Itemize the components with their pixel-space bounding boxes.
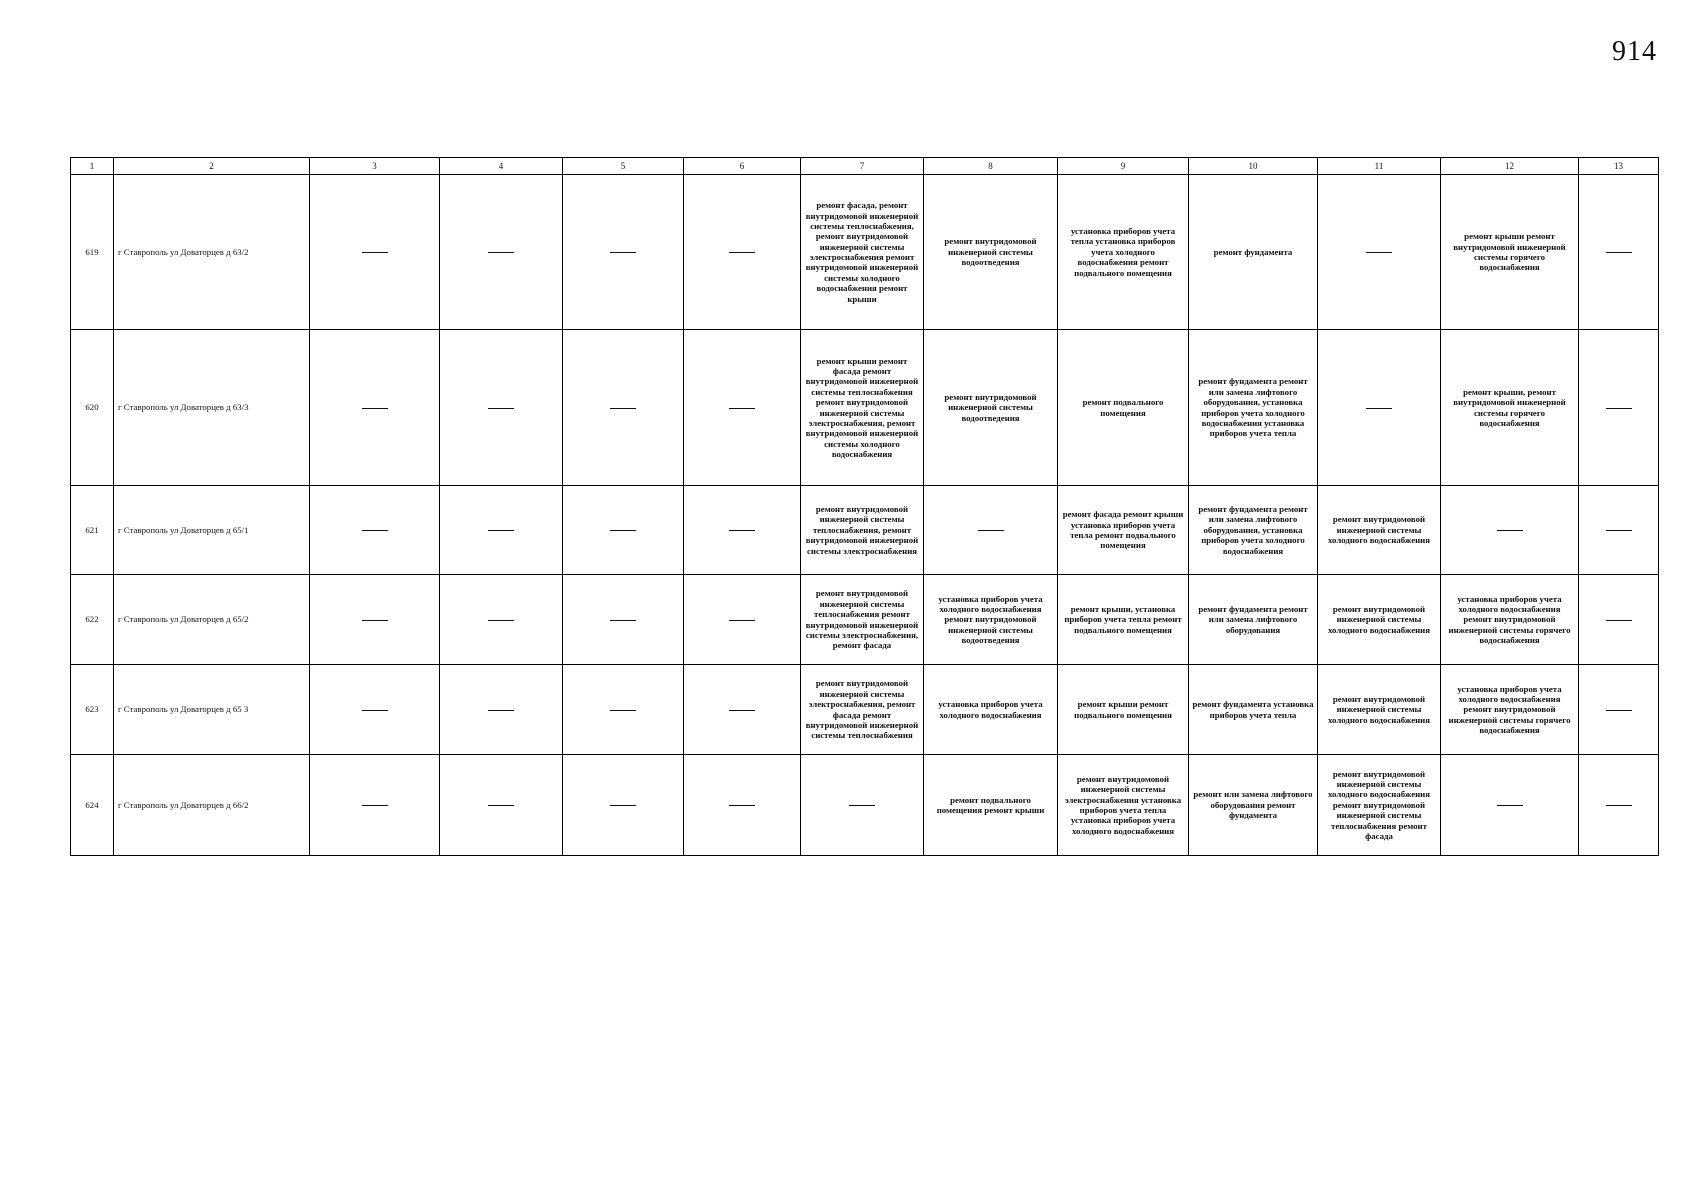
work-cell-c12: установка приборов учета холодного водоснабжения ремонт внутридомовой инженерной системы горячего водоснабжения [1441, 665, 1579, 755]
work-cell-c6 [684, 330, 801, 486]
work-cell-c3 [310, 755, 440, 856]
empty-dash [362, 252, 388, 253]
row-number-cell: 620 [71, 330, 114, 486]
repair-schedule-table [70, 157, 1659, 856]
work-cell-c9: установка приборов учета тепла установка приборов учета холодного водоснабжения ремонт подвального помещения [1058, 175, 1189, 330]
page-number: 914 [1612, 36, 1657, 67]
empty-dash [488, 252, 514, 253]
work-cell-c11: ремонт внутридомовой инженерной системы холодного водоснабжения [1318, 575, 1441, 665]
column-header: 3 [310, 158, 440, 175]
empty-dash [729, 805, 755, 806]
column-header: 13 [1579, 158, 1659, 175]
work-cell-c4 [440, 755, 563, 856]
work-cell-c9: ремонт подвального помещения [1058, 330, 1189, 486]
empty-dash [1366, 252, 1392, 253]
work-cell-c13 [1579, 755, 1659, 856]
work-cell-c13 [1579, 330, 1659, 486]
empty-dash [1606, 805, 1632, 806]
address-cell: г Ставрополь ул Доваторцев д 66/2 [114, 755, 310, 856]
empty-dash [729, 252, 755, 253]
empty-dash [362, 530, 388, 531]
work-cell-c3 [310, 486, 440, 575]
column-header: 1 [71, 158, 114, 175]
table-row [71, 486, 1659, 575]
row-number-cell: 624 [71, 755, 114, 856]
column-header: 2 [114, 158, 310, 175]
empty-dash [1606, 530, 1632, 531]
work-cell-c3 [310, 575, 440, 665]
column-header: 4 [440, 158, 563, 175]
work-cell-c13 [1579, 575, 1659, 665]
empty-dash [488, 530, 514, 531]
empty-dash [1497, 530, 1523, 531]
work-cell-c8 [924, 486, 1058, 575]
empty-dash [488, 805, 514, 806]
work-cell-c7: ремонт крыши ремонт фасада ремонт внутридомовой инженерной системы теплоснабжения ремонт внутридомовой инженерной системы электроснабжения, ремонт внутридомовой инженерной системы холодного водоснабжения [801, 330, 924, 486]
empty-dash [488, 408, 514, 409]
work-cell-c13 [1579, 486, 1659, 575]
work-cell-c10: ремонт фундамента установка приборов учета тепла [1189, 665, 1318, 755]
work-cell-c12 [1441, 486, 1579, 575]
work-cell-c12: ремонт крыши, ремонт внутридомовой инженерной системы горячего водоснабжения [1441, 330, 1579, 486]
work-cell-c5 [563, 665, 684, 755]
empty-dash [610, 408, 636, 409]
work-cell-c12: установка приборов учета холодного водоснабжения ремонт внутридомовой инженерной системы горячего водоснабжения [1441, 575, 1579, 665]
work-cell-c8: ремонт внутридомовой инженерной системы водоотведения [924, 330, 1058, 486]
work-cell-c5 [563, 486, 684, 575]
work-cell-c8: установка приборов учета холодного водоснабжения ремонт внутридомовой инженерной системы водоотведения [924, 575, 1058, 665]
work-cell-c3 [310, 665, 440, 755]
work-cell-c6 [684, 755, 801, 856]
work-cell-c8: ремонт подвального помещения ремонт крыши [924, 755, 1058, 856]
table-row [71, 575, 1659, 665]
work-cell-c11 [1318, 175, 1441, 330]
column-header: 6 [684, 158, 801, 175]
column-header: 7 [801, 158, 924, 175]
work-cell-c6 [684, 175, 801, 330]
work-cell-c5 [563, 755, 684, 856]
column-number-row [71, 158, 1659, 175]
table-body [71, 175, 1659, 856]
empty-dash [488, 710, 514, 711]
empty-dash [1606, 252, 1632, 253]
empty-dash [610, 710, 636, 711]
work-cell-c11: ремонт внутридомовой инженерной системы холодного водоснабжения ремонт внутридомовой инженерной системы теплоснабжения ремонт фасада [1318, 755, 1441, 856]
column-header: 11 [1318, 158, 1441, 175]
empty-dash [1606, 710, 1632, 711]
work-cell-c10: ремонт или замена лифтового оборудования ремонт фундамента [1189, 755, 1318, 856]
work-cell-c3 [310, 330, 440, 486]
column-header: 12 [1441, 158, 1579, 175]
work-cell-c3 [310, 175, 440, 330]
column-header: 5 [563, 158, 684, 175]
work-cell-c13 [1579, 665, 1659, 755]
work-cell-c6 [684, 665, 801, 755]
empty-dash [362, 620, 388, 621]
work-cell-c6 [684, 486, 801, 575]
work-cell-c7: ремонт внутридомовой инженерной системы теплоснабжения, ремонт внутридомовой инженерной системы электроснабжения [801, 486, 924, 575]
empty-dash [362, 805, 388, 806]
column-header: 8 [924, 158, 1058, 175]
work-cell-c4 [440, 486, 563, 575]
work-cell-c4 [440, 575, 563, 665]
work-cell-c9: ремонт фасада ремонт крыши установка приборов учета тепла ремонт подвального помещения [1058, 486, 1189, 575]
work-cell-c12 [1441, 755, 1579, 856]
empty-dash [610, 252, 636, 253]
empty-dash [362, 408, 388, 409]
empty-dash [1606, 620, 1632, 621]
work-cell-c9: ремонт крыши ремонт подвального помещения [1058, 665, 1189, 755]
address-cell: г Ставрополь ул Доваторцев д 65/2 [114, 575, 310, 665]
work-cell-c5 [563, 175, 684, 330]
empty-dash [729, 530, 755, 531]
table-row [71, 755, 1659, 856]
work-cell-c11 [1318, 330, 1441, 486]
work-cell-c7: ремонт внутридомовой инженерной системы теплоснабжения ремонт внутридомовой инженерной системы электроснабжения, ремонт фасада [801, 575, 924, 665]
work-cell-c10: ремонт фундамента ремонт или замена лифтового оборудования, установка приборов учета холодного водоснабжения [1189, 486, 1318, 575]
empty-dash [849, 805, 875, 806]
work-cell-c7: ремонт фасада, ремонт внутридомовой инженерной системы теплоснабжения, ремонт внутридомовой инженерной системы электроснабжения ремонт внутридомовой инженерной системы холодного водоснабжения ремонт крыши [801, 175, 924, 330]
work-cell-c7: ремонт внутридомовой инженерной системы электроснабжения, ремонт фасада ремонт внутридомовой инженерной системы теплоснабжения [801, 665, 924, 755]
empty-dash [729, 710, 755, 711]
empty-dash [610, 530, 636, 531]
table-row [71, 665, 1659, 755]
work-cell-c9: ремонт внутридомовой инженерной системы электроснабжения установка приборов учета тепла установка приборов учета холодного водоснабжения [1058, 755, 1189, 856]
work-cell-c4 [440, 665, 563, 755]
work-cell-c10: ремонт фундамента [1189, 175, 1318, 330]
work-cell-c5 [563, 575, 684, 665]
work-cell-c11: ремонт внутридомовой инженерной системы холодного водоснабжения [1318, 665, 1441, 755]
empty-dash [610, 620, 636, 621]
work-cell-c8: установка приборов учета холодного водоснабжения [924, 665, 1058, 755]
table-row [71, 175, 1659, 330]
work-cell-c6 [684, 575, 801, 665]
empty-dash [488, 620, 514, 621]
work-cell-c10: ремонт фундамента ремонт или замена лифтового оборудования [1189, 575, 1318, 665]
table-row [71, 330, 1659, 486]
address-cell: г Ставрополь ул Доваторцев д 65/1 [114, 486, 310, 575]
work-cell-c4 [440, 330, 563, 486]
work-cell-c13 [1579, 175, 1659, 330]
work-cell-c10: ремонт фундамента ремонт или замена лифтового оборудования, установка приборов учета холодного водоснабжения установка приборов учета тепла [1189, 330, 1318, 486]
work-cell-c8: ремонт внутридомовой инженерной системы водоотведения [924, 175, 1058, 330]
empty-dash [1366, 408, 1392, 409]
empty-dash [978, 530, 1004, 531]
address-cell: г Ставрополь ул Доваторцев д 63/2 [114, 175, 310, 330]
work-cell-c9: ремонт крыши, установка приборов учета тепла ремонт подвального помещения [1058, 575, 1189, 665]
row-number-cell: 623 [71, 665, 114, 755]
work-cell-c11: ремонт внутридомовой инженерной системы холодного водоснабжения [1318, 486, 1441, 575]
column-header: 10 [1189, 158, 1318, 175]
work-cell-c4 [440, 175, 563, 330]
work-cell-c5 [563, 330, 684, 486]
empty-dash [362, 710, 388, 711]
row-number-cell: 621 [71, 486, 114, 575]
work-cell-c12: ремонт крыши ремонт внутридомовой инженерной системы горячего водоснабжения [1441, 175, 1579, 330]
work-cell-c7 [801, 755, 924, 856]
address-cell: г Ставрополь ул Доваторцев д 65 3 [114, 665, 310, 755]
empty-dash [610, 805, 636, 806]
column-header: 9 [1058, 158, 1189, 175]
empty-dash [729, 620, 755, 621]
empty-dash [1497, 805, 1523, 806]
empty-dash [1606, 408, 1632, 409]
address-cell: г Ставрополь ул Доваторцев д 63/3 [114, 330, 310, 486]
empty-dash [729, 408, 755, 409]
row-number-cell: 622 [71, 575, 114, 665]
row-number-cell: 619 [71, 175, 114, 330]
